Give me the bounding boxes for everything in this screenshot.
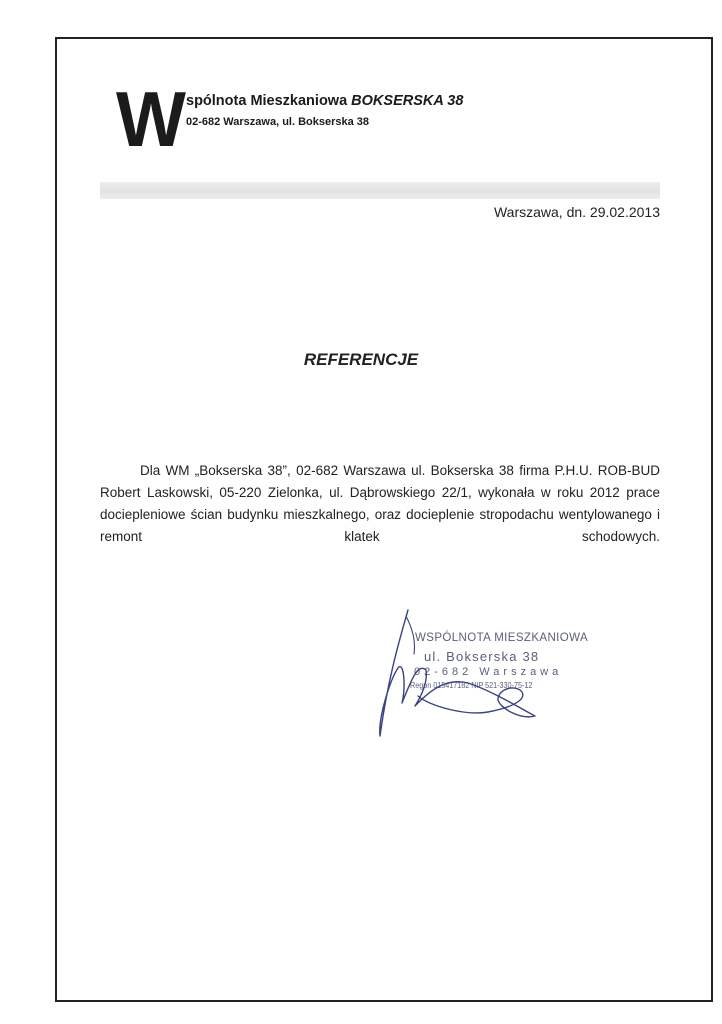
org-name-italic: BOKSERSKA 38 bbox=[351, 93, 464, 109]
letterhead-address: 02-682 Warszawa, ul. Bokserska 38 bbox=[186, 116, 370, 128]
letterhead-logo-letter: W bbox=[116, 75, 183, 163]
stamp-line-2: ul. Bokserska 38 bbox=[424, 649, 540, 664]
stamp-line-1: WSPÓLNOTA MIESZKANIOWA bbox=[415, 632, 589, 644]
header-divider-bar bbox=[100, 182, 660, 199]
letter-body bbox=[100, 460, 660, 548]
stamp-line-3: 02-682 Warszawa bbox=[414, 666, 563, 678]
document-title: REFERENCJE bbox=[303, 350, 419, 369]
body-paragraph: Dla WM „Bokserska 38”, 02-682 Warszawa ul. Bokserska 38 firma P.H.U. ROB-BUD Robert Laskowski, 05-220 Zielonka, ul. Dąbrowskiego 22/1, wykonała w roku 2012 prace dociepleniowe ścian budynku mieszkalnego, oraz docieplenie stropodachu wentylowanego i remont klatek schodowych. bbox=[100, 463, 660, 544]
stamp-line-4: Regon 015417182 NIP 521-330-75-12 bbox=[410, 681, 533, 690]
date-line: Warszawa, dn. 29.02.2013 bbox=[493, 204, 660, 220]
handwritten-signature bbox=[370, 608, 540, 743]
letterhead-org-name bbox=[186, 93, 463, 109]
org-name-plain: spólnota Mieszkaniowa bbox=[186, 93, 352, 109]
